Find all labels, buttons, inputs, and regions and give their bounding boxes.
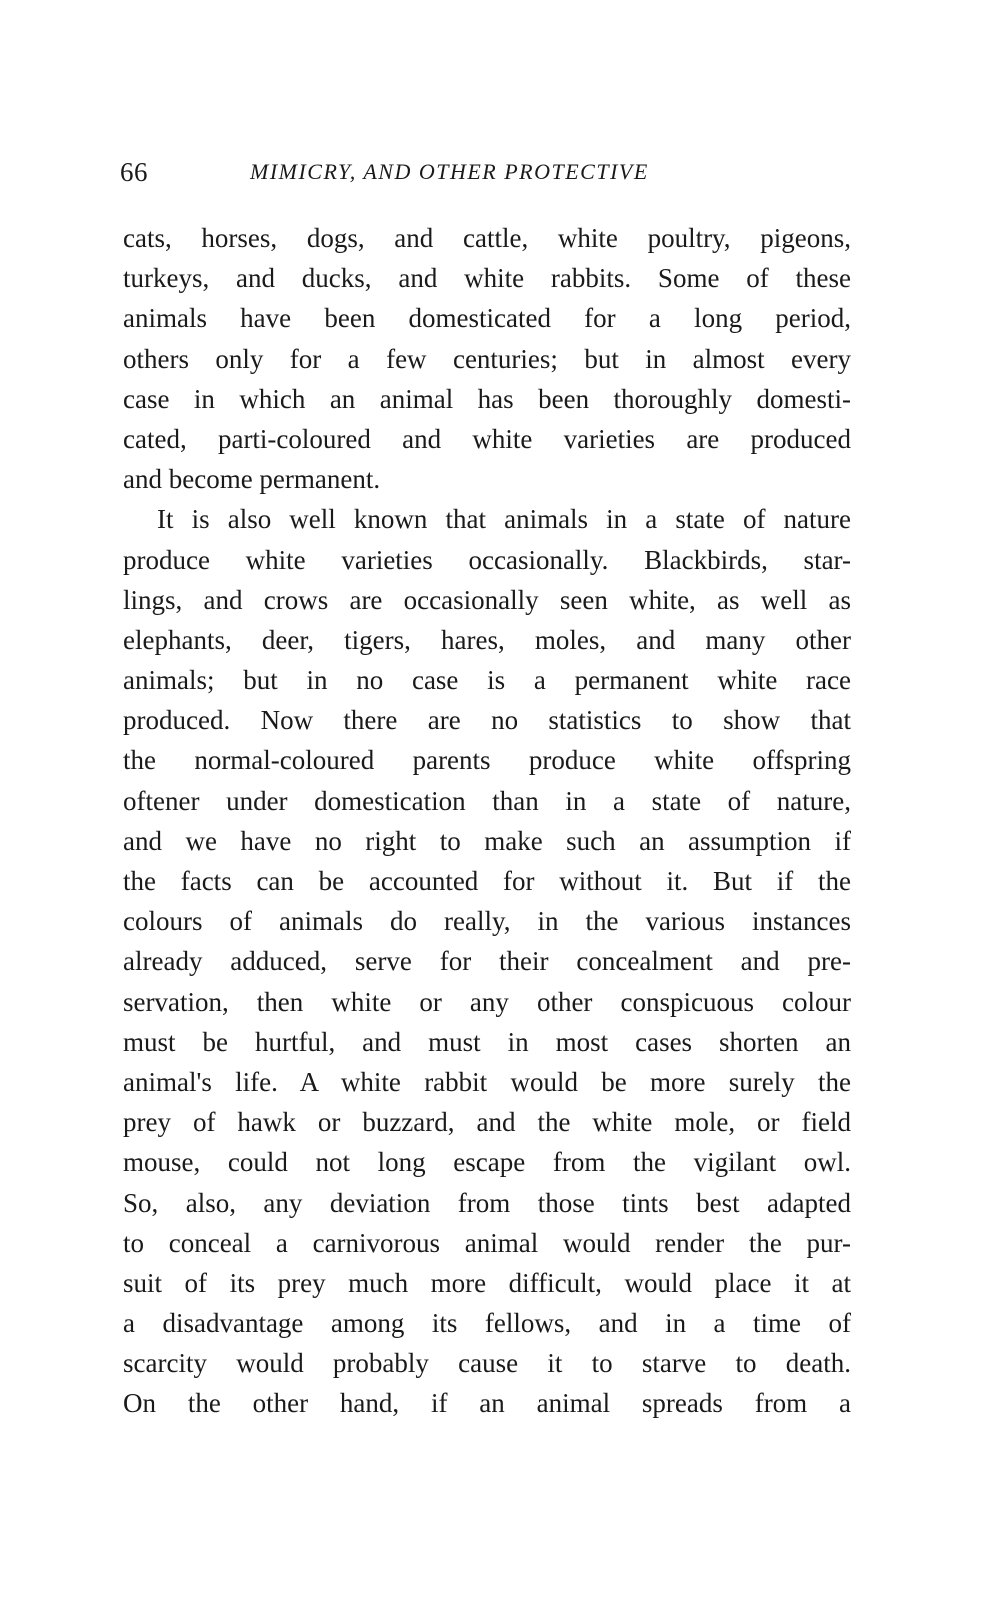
text-line: animal's life. A white rabbit would be more surely the [123, 1066, 851, 1097]
text-line: On the other hand, if an animal spreads from a [123, 1388, 851, 1419]
text-line: It is also well known that animals in a state of nature [157, 504, 851, 535]
running-head [120, 157, 760, 189]
text-line: animals; but in no case is a permanent white race [123, 665, 851, 696]
text-line: must be hurtful, and must in most cases shorten an [123, 1026, 851, 1057]
text-line: produced. Now there are no statistics to show that [123, 705, 851, 736]
text-line: servation, then white or any other conspicuous colour [123, 986, 851, 1017]
text-line: mouse, could not long escape from the vigilant owl. [123, 1147, 851, 1178]
text-line: and become permanent. [123, 464, 381, 495]
text-line: scarcity would probably cause it to starve to death. [123, 1348, 851, 1379]
text-line: oftener under domestication than in a state of nature, [123, 785, 851, 816]
text-line: So, also, any deviation from those tints best adapted [123, 1187, 851, 1218]
text-line: cats, horses, dogs, and cattle, white poultry, pigeons, [123, 223, 851, 253]
text-line: the facts can be accounted for without it. But if the [123, 866, 851, 896]
text-line: a disadvantage among its fellows, and in a time of [123, 1308, 851, 1339]
text-line: animals have been domesticated for a long period, [123, 303, 851, 334]
text-line: to conceal a carnivorous animal would render the pur- [123, 1227, 851, 1258]
text-line: and we have no right to make such an assumption if [123, 825, 851, 856]
text-line: lings, and crows are occasionally seen white, as well as [123, 584, 851, 615]
text-line: cated, parti-coloured and white varieties are produced [123, 423, 851, 454]
text-line: others only for a few centuries; but in almost every [123, 343, 851, 374]
text-line: case in which an animal has been thoroughly domesti- [123, 383, 851, 414]
text-line: prey of hawk or buzzard, and the white mole, or field [123, 1107, 851, 1138]
text-line: produce white varieties occasionally. Blackbirds, star- [123, 544, 851, 575]
paragraph-2 [123, 499, 851, 1423]
text-line: suit of its prey much more difficult, would place it at [123, 1267, 851, 1298]
paragraph-1 [123, 218, 851, 499]
text-line: already adduced, serve for their concealment and pre- [123, 946, 851, 977]
text-line: turkeys, and ducks, and white rabbits. Some of these [123, 263, 851, 294]
page-number: 66 [120, 157, 148, 187]
running-title: MIMICRY, AND OTHER PROTECTIVE [250, 159, 649, 184]
text-line: elephants, deer, tigers, hares, moles, and many other [123, 624, 851, 655]
text-line: the normal-coloured parents produce white offspring [123, 745, 851, 776]
body-text [123, 218, 851, 1424]
text-line: colours of animals do really, in the various instances [123, 906, 851, 937]
